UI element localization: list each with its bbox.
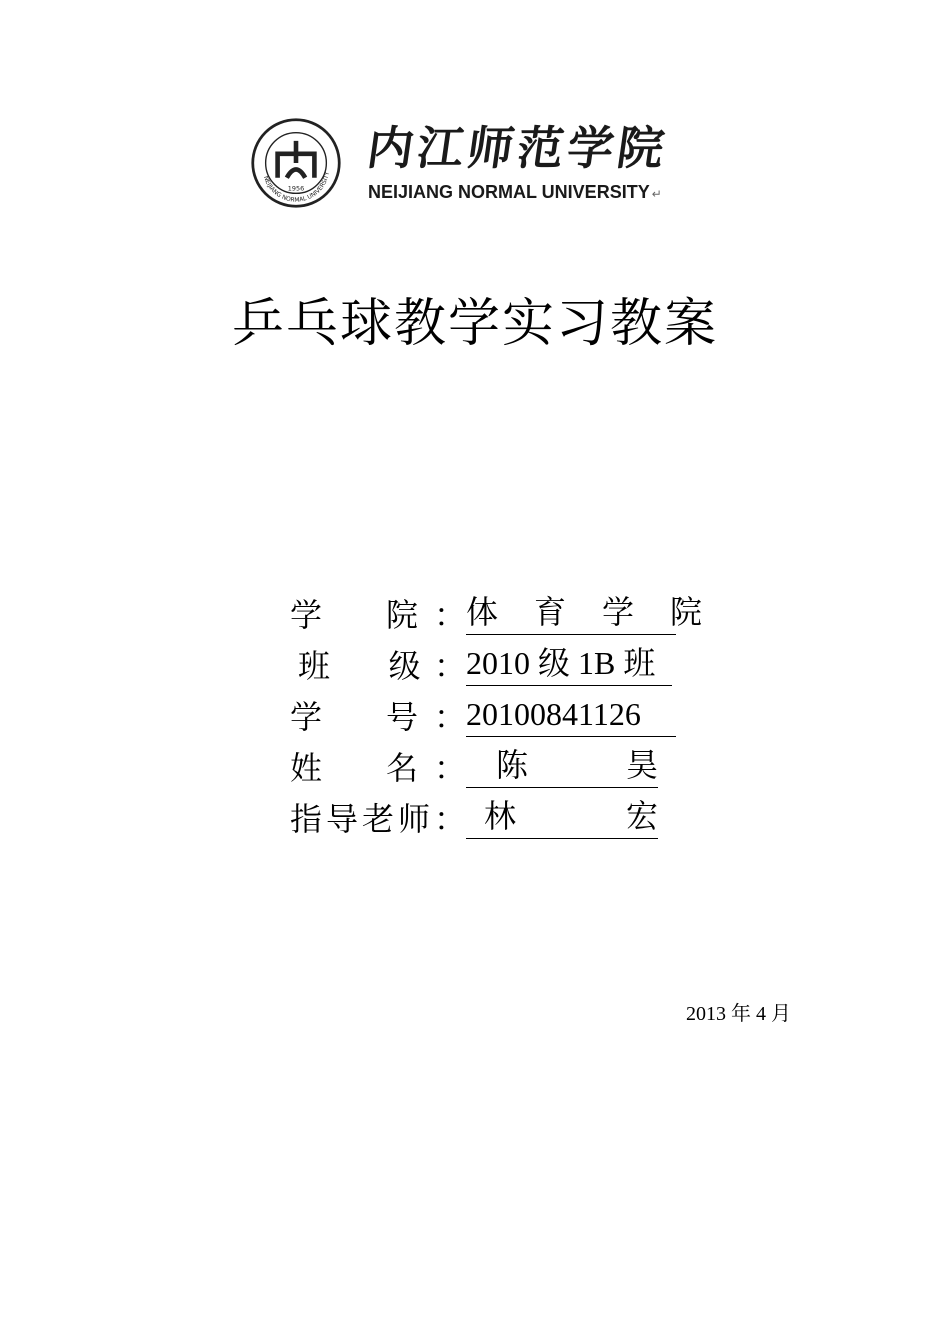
info-row-advisor [290, 794, 710, 845]
paragraph-mark-icon: ↵ [651, 187, 662, 201]
info-row-name [290, 743, 710, 794]
info-row-student-id [290, 692, 710, 743]
info-value-right: 昊 [625, 747, 658, 783]
info-label: 指导老师： [290, 800, 466, 838]
seal-text: NEIJIANG NORMAL UNIVERSITY [261, 171, 331, 204]
student-info [290, 590, 717, 845]
info-value-left: 陈 [496, 747, 529, 783]
info-value: 20100841126 [466, 692, 676, 737]
info-label: 学 院： [290, 596, 466, 634]
info-row-class [290, 641, 710, 692]
info-label: 学 号： [290, 698, 466, 736]
university-seal-icon [250, 117, 342, 209]
university-name-en-text: NEIJIANG NORMAL UNIVERSITY [368, 182, 650, 202]
document-title: 乒乓球教学实习教案 [231, 294, 718, 354]
seal-year: 1956 [287, 184, 305, 193]
info-value [466, 743, 658, 788]
university-logo [250, 112, 710, 212]
info-value [466, 794, 658, 839]
university-name-cn: 内江师范学院 [363, 121, 672, 175]
info-value: 体 育 学 院 [466, 590, 676, 635]
info-label: 姓 名： [290, 749, 466, 787]
info-value: 2010 级 1B 班 [466, 641, 672, 686]
document-date: 2013 年 4 月 [686, 1003, 791, 1025]
info-row-college [290, 590, 717, 641]
info-value-right: 宏 [625, 798, 658, 834]
info-label: 班 级： [298, 647, 466, 685]
info-value-left: 林 [484, 798, 517, 834]
university-name-en [368, 182, 662, 203]
